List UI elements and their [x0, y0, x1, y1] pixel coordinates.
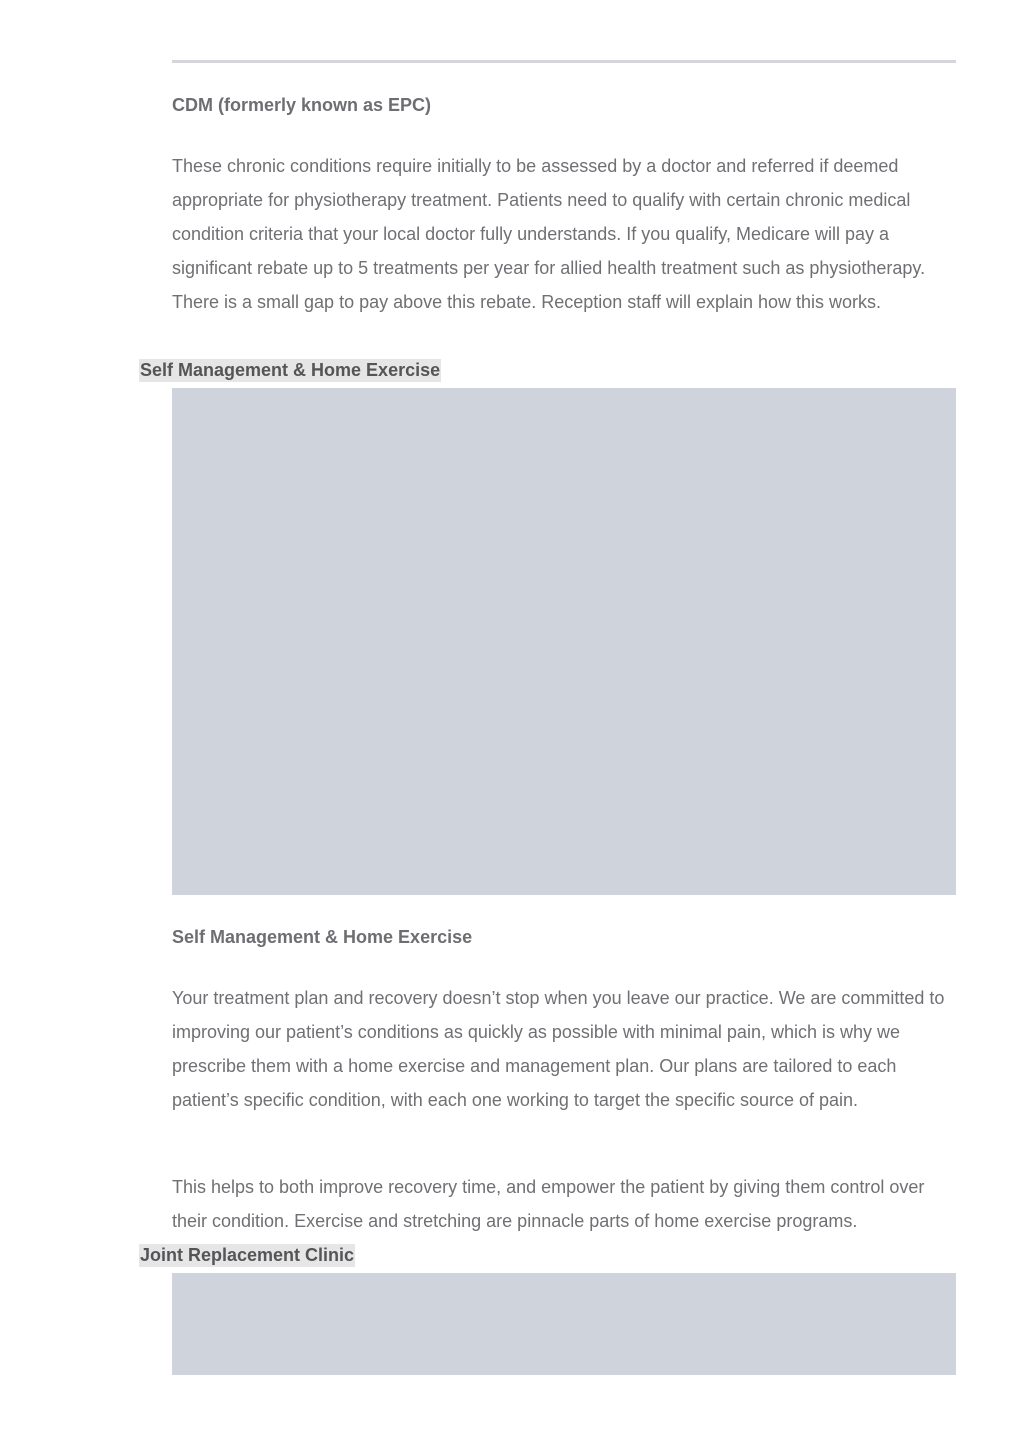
self-management-section-label: Self Management & Home Exercise: [140, 360, 441, 380]
cdm-heading: CDM (formerly known as EPC): [172, 95, 432, 115]
joint-replacement-image-placeholder: [172, 1273, 956, 1375]
self-management-paragraph-1: Your treatment plan and recovery doesn’t stop when you leave our practice. We are committed to improving our patient’s conditions as quickly as possible with minimal pain, which is why we prescribe them with a home exercise and management plan. Our plans are tailored to each patient’s specific condition, with each one working to target the specific source of pain.: [172, 988, 945, 1110]
top-divider: [172, 60, 956, 63]
self-management-paragraph-2: This helps to both improve recovery time, and empower the patient by giving them control over their condition. Exercise and stretching are pinnacle parts of home exercise programs.: [172, 1177, 925, 1231]
joint-replacement-section-label: Joint Replacement Clinic: [140, 1245, 355, 1265]
cdm-paragraph: These chronic conditions require initially to be assessed by a doctor and referred if deemed appropriate for physiotherapy treatment. Patients need to qualify with certain chronic medical condition criteria that your local doctor fully understands. If you qualify, Medicare will pay a significant rebate up to 5 treatments per year for allied health treatment such as physiotherapy. There is a small gap to pay above this rebate. Reception staff will explain how this works.: [172, 156, 926, 312]
self-management-image-placeholder: [172, 388, 956, 895]
self-management-heading: Self Management & Home Exercise: [172, 927, 473, 947]
